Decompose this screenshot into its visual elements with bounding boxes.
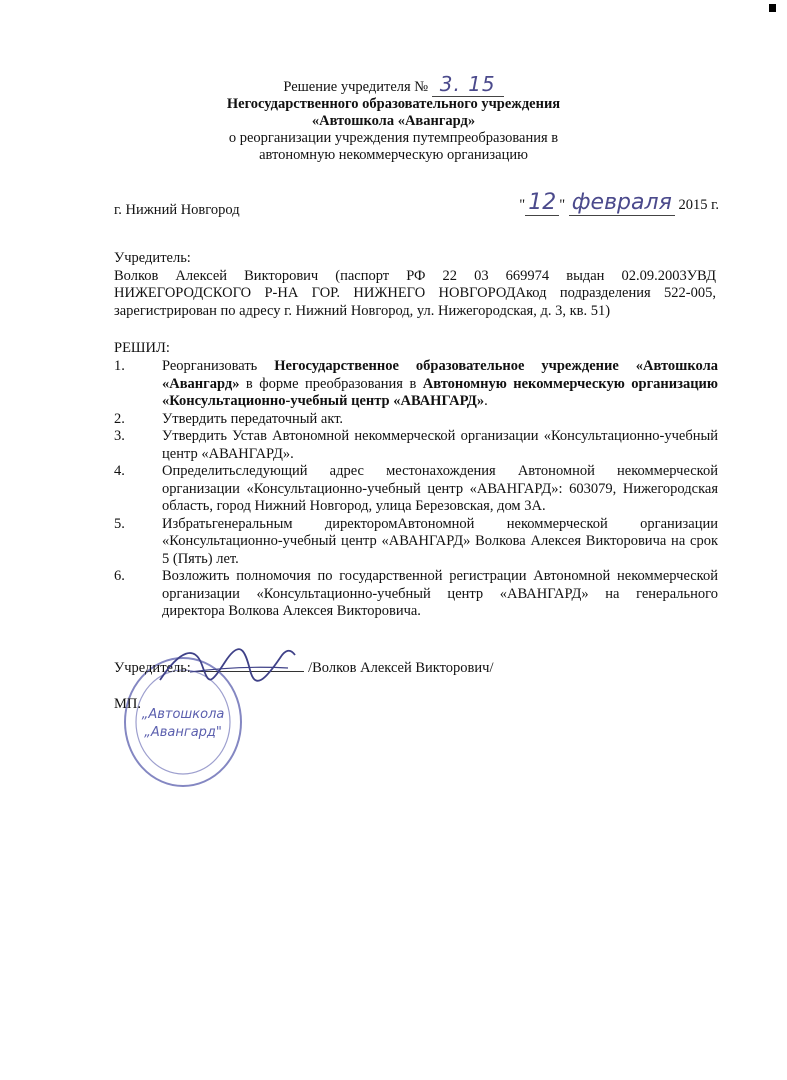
item-number: 1.	[114, 358, 125, 374]
org-name-line1: Негосударственного образовательного учреждения	[226, 96, 561, 112]
item-text: Возложить полномочия по государственной регистрации Автономной некоммерческой организации «Консультационно-учебный центр «АВАНГАРД» на генерального директора Волкова Алексея Викторовича.	[162, 568, 718, 619]
mp-label: МП.	[114, 696, 141, 712]
scan-corner-mark	[769, 4, 776, 12]
decision-items	[114, 358, 718, 621]
stamp-line2: „Авангард"	[144, 725, 222, 740]
item-number: 6.	[114, 568, 125, 584]
document-header	[0, 72, 787, 164]
item-text: Утвердить Устав Автономной некоммерческой организации «Консультационно-учебный центр «АВАНГАРД».	[162, 428, 718, 462]
handwritten-signature-icon	[150, 640, 300, 695]
decision-title	[0, 72, 787, 96]
title-prefix: Решение учредителя №	[283, 79, 429, 95]
founder-block	[114, 250, 716, 320]
founder-label: Учредитель:	[114, 250, 191, 266]
document-date: " 12 " февраля 2015 г.	[519, 190, 719, 215]
decision-label: РЕШИЛ:	[114, 340, 170, 356]
date-year: 2015 г.	[678, 197, 719, 213]
decision-item	[114, 411, 718, 429]
item-text: Утвердить передаточный акт.	[162, 410, 344, 427]
item-number: 2.	[114, 410, 125, 427]
stamp-line1: „Автошкола	[141, 707, 225, 722]
subject-line1: о реорганизации учреждения путемпреобразования в	[228, 130, 559, 146]
org-name-line2: «Автошкола «Авангард»	[311, 113, 476, 129]
signature-label: Учредитель:	[114, 660, 191, 676]
decision-item	[114, 428, 718, 463]
date-month: февраля	[569, 190, 675, 216]
founder-details: Волков Алексей Викторович (паспорт РФ 22 03 669974 выдан 02.09.2003УВД НИЖЕГОРОДСКОГО Р-НА ГОР. НИЖНЕГО НОВГОРОДАкод подразделения 522-005, зарегистрирован по адресу г. Нижний Новгород, ул. Нижегородская, д. 3, кв. 51)	[114, 267, 716, 319]
item-number: 3.	[114, 428, 125, 444]
item-text: в форме преобразования в	[239, 375, 423, 392]
place-text: г. Нижний Новгород	[114, 202, 240, 218]
item-text: Определитьследующий адрес местонахождения Автономной некоммерческой организации «Консультационно-учебный центр «АВАНГАРД»: 603079, Нижегородская область, город Нижний Новгород, улица Березовская, дом 3А.	[162, 463, 718, 514]
item-bold-text: Негосударственное образовательное учреждение «Автошкола «Авангард»	[162, 358, 718, 392]
decision-item	[114, 463, 718, 516]
date-day: 12	[525, 190, 559, 216]
decision-item	[114, 568, 718, 621]
subject-line2: автономную некоммерческую организацию	[259, 147, 528, 163]
item-text: .	[484, 393, 488, 409]
item-bold-text: Автономную некоммерческую организацию «Консультационно-учебный центр «АВАНГАРД»	[162, 375, 718, 409]
item-text: Реорганизовать	[162, 358, 275, 374]
signatory-name: /Волков Алексей Викторович/	[308, 660, 494, 676]
decision-number: 3. 15	[432, 72, 504, 97]
decision-item	[114, 358, 718, 411]
item-text: Избратьгенеральным директоромАвтономной некоммерческой организации «Консультационно-учебный центр «АВАНГАРД» Волкова Алексея Викторовича на срок 5 (Пять) лет.	[162, 515, 718, 567]
item-number: 5.	[114, 515, 125, 532]
decision-item	[114, 516, 718, 569]
item-number: 4.	[114, 463, 125, 479]
